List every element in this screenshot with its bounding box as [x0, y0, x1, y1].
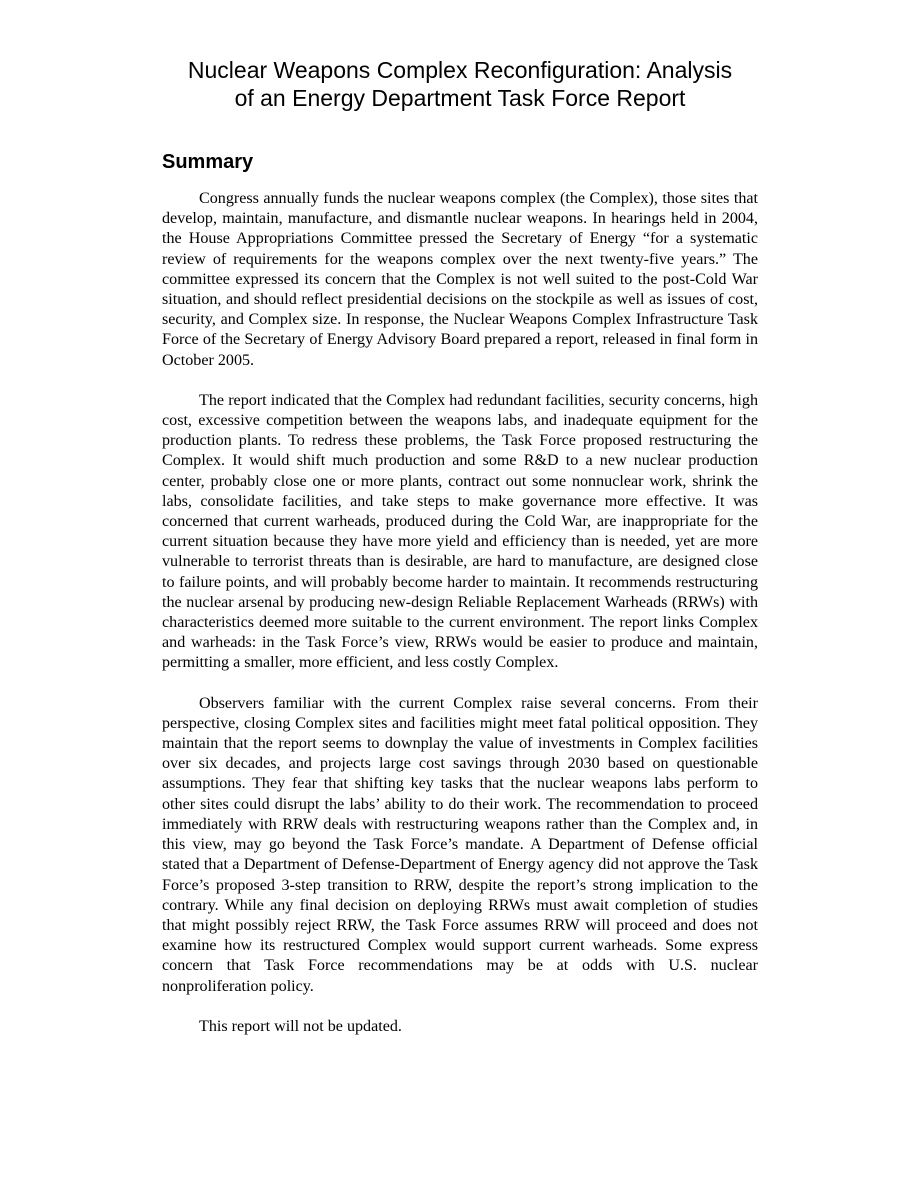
document-page [162, 56, 758, 1057]
summary-paragraph-4: This report will not be updated. [199, 1017, 402, 1035]
document-title-line-1: Nuclear Weapons Complex Reconfiguration: Analysis [187, 57, 733, 83]
document-title-line-2: of an Energy Department Task Force Report [234, 85, 686, 111]
summary-paragraph-1: Congress annually funds the nuclear weapons complex (the Complex), those sites that develop, maintain, manufacture, and dismantle nuclear weapons. In hearings held in 2004, the House Appropriations Committee pressed the Secretary of Energy “for a systematic review of requirements for the weapons complex over the next twenty-five years.” The committee expressed its concern that the Complex is not well suited to the post-Cold War situation, and should reflect presidential decisions on the stockpile as well as issues of cost, security, and Complex size. In response, the Nuclear Weapons Complex Infrastructure Task Force of the Secretary of Energy Advisory Board prepared a report, released in final form in October 2005. [162, 190, 758, 369]
document-title [162, 56, 758, 112]
summary-paragraph-3: Observers familiar with the current Complex raise several concerns. From their perspective, closing Complex sites and facilities might meet fatal political opposition. They maintain that the report seems to downplay the value of investments in Complex facilities over six decades, and projects large cost savings through 2030 based on questionable assumptions. They fear that shifting key tasks that the nuclear weapons labs perform to other sites could disrupt the labs’ ability to do their work. The recommendation to proceed immediately with RRW deals with restructuring weapons rather than the Complex and, in this view, may go beyond the Task Force’s mandate. A Department of Defense official stated that a Department of Defense-Department of Energy agency did not approve the Task Force’s proposed 3-step transition to RRW, despite the report’s strong implication to the contrary. While any final decision on deploying RRWs must await completion of studies that might possibly reject RRW, the Task Force assumes RRW will proceed and does not examine how its restructured Complex would support current warheads. Some express concern that Task Force recommendations may be at odds with U.S. nuclear nonproliferation policy. [162, 694, 758, 995]
summary-paragraph-2: The report indicated that the Complex had redundant facilities, security concerns, high cost, excessive competition between the weapons labs, and inadequate equipment for the production plants. To redress these problems, the Task Force proposed restructuring the Complex. It would shift much production and some R&D to a new nuclear production center, probably close one or more plants, contract out some nonnuclear work, shrink the labs, consolidate facilities, and take steps to make governance more effective. It was concerned that current warheads, produced during the Cold War, are inappropriate for the current situation because they have more yield and efficiency than is needed, yet are more vulnerable to terrorist threats than is desirable, are hard to manufacture, are designed close to failure points, and will probably become harder to maintain. It recommends restructuring the nuclear arsenal by producing new-design Reliable Replacement Warheads (RRWs) with characteristics deemed more suitable to the current environment. The report links Complex and warheads: in the Task Force’s view, RRWs would be easier to produce and maintain, permitting a smaller, more efficient, and less costly Complex. [162, 391, 758, 672]
summary-heading: Summary [162, 151, 254, 173]
